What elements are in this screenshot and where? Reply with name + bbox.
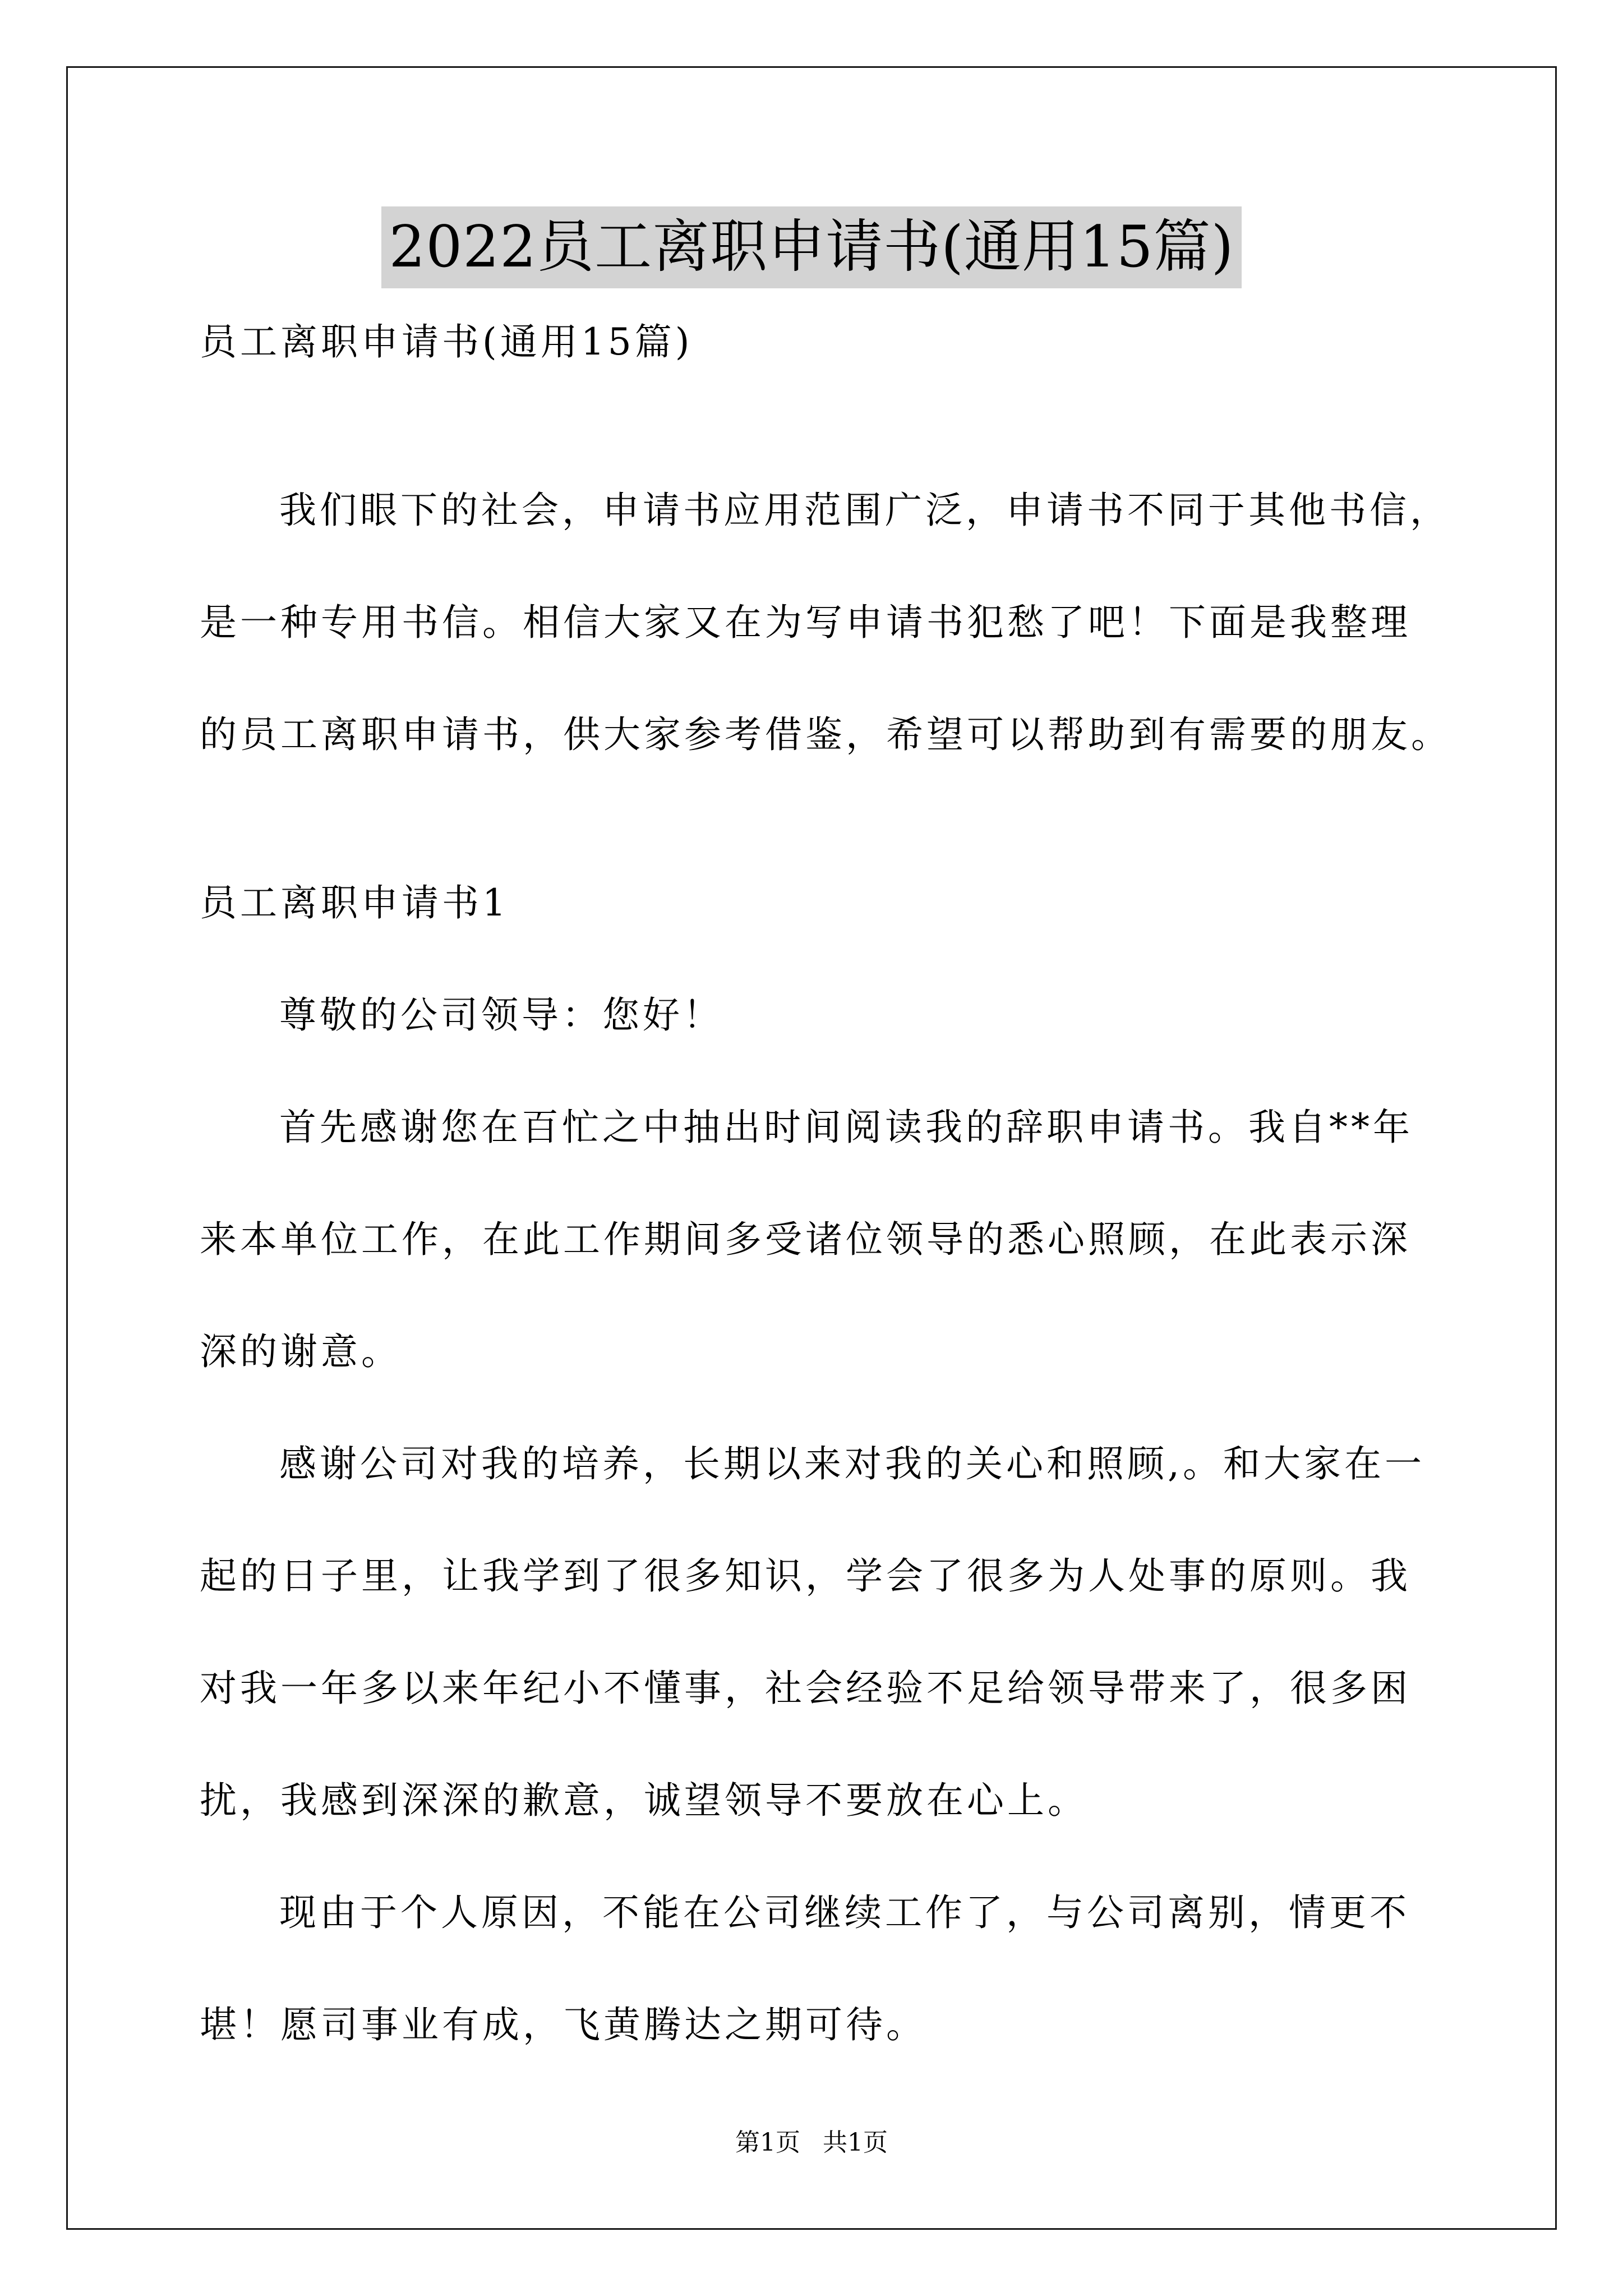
text-line: 来本单位工作，在此工作期间多受诸位领导的悉心照顾，在此表示深 <box>200 1218 1411 1261</box>
page-number: 第1页 <box>735 2128 800 2157</box>
page-total: 共1页 <box>823 2128 888 2157</box>
text-line: 现由于个人原因，不能在公司继续工作了，与公司离别，情更不 <box>279 1891 1410 1934</box>
document-title: 2022员工离职申请书(通用15篇) <box>381 206 1242 288</box>
page-footer <box>0 2126 1623 2160</box>
text-line: 尊敬的公司领导：您好！ <box>279 993 723 1037</box>
text-line: 我们眼下的社会，申请书应用范围广泛，申请书不同于其他书信， <box>279 489 1450 532</box>
title-container <box>0 206 1623 288</box>
text-line: 是一种专用书信。相信大家又在为写申请书犯愁了吧！下面是我整理 <box>200 601 1411 644</box>
text-line: 扰，我感到深深的歉意，诚望领导不要放在心上。 <box>200 1779 1088 1822</box>
text-line: 对我一年多以来年纪小不懂事，社会经验不足给领导带来了，很多困 <box>200 1667 1411 1710</box>
text-line: 堪！愿司事业有成，飞黄腾达之期可待。 <box>200 2003 926 2046</box>
text-line: 起的日子里，让我学到了很多知识，学会了很多为人处事的原则。我 <box>200 1554 1411 1598</box>
text-line: 深的谢意。 <box>200 1330 402 1373</box>
text-line: 首先感谢您在百忙之中抽出时间阅读我的辞职申请书。我自**年 <box>279 1106 1413 1149</box>
section-heading: 员工离职申请书(通用15篇) <box>200 320 693 364</box>
text-line: 感谢公司对我的培养，长期以来对我的关心和照顾,。和大家在一 <box>279 1442 1425 1485</box>
text-line: 的员工离职申请书，供大家参考借鉴，希望可以帮助到有需要的朋友。 <box>200 713 1451 756</box>
section-heading: 员工离职申请书1 <box>200 881 509 924</box>
